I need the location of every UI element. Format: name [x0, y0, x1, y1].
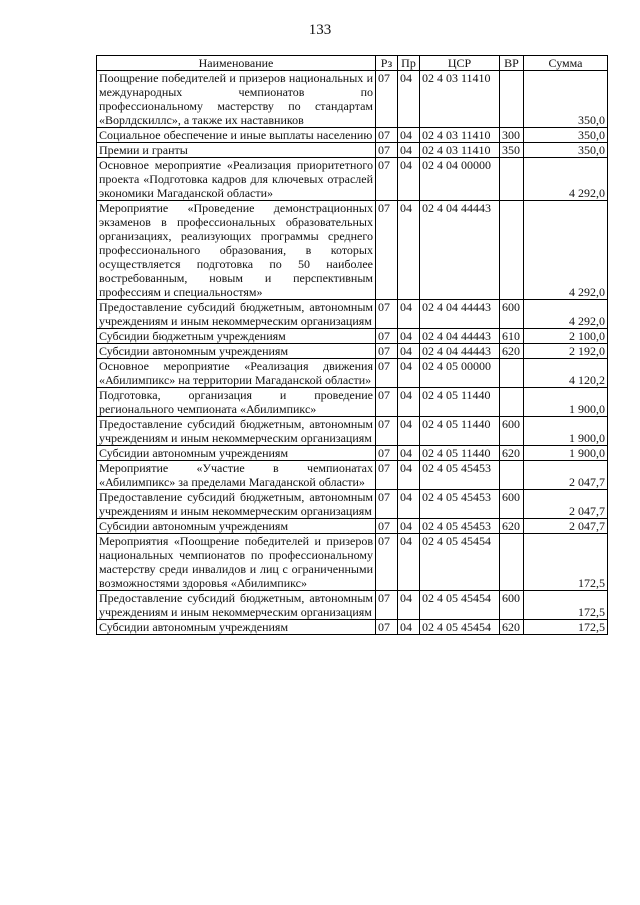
- table-row: [97, 344, 608, 359]
- cell-csr: 02 4 04 00000: [420, 158, 500, 201]
- cell-sum: 172,5: [524, 534, 608, 591]
- cell-name: Субсидии автономным учреждениям: [97, 519, 376, 534]
- cell-name: Мероприятия «Поощрение победителей и призеров национальных чемпионатов по профессиональному мастерству среди инвалидов и лиц с ограниченными возможностями здоровья «Абилимпикс»: [97, 534, 376, 591]
- cell-rz: 07: [376, 446, 398, 461]
- col-header-rz: Рз: [376, 56, 398, 71]
- cell-rz: 07: [376, 329, 398, 344]
- cell-sum: 350,0: [524, 71, 608, 128]
- cell-pr: 04: [398, 71, 420, 128]
- cell-pr: 04: [398, 329, 420, 344]
- cell-rz: 07: [376, 461, 398, 490]
- col-header-pr: Пр: [398, 56, 420, 71]
- page-number: 133: [308, 22, 332, 38]
- cell-name: Предоставление субсидий бюджетным, автономным учреждениям и иным некоммерческим организациям: [97, 591, 376, 620]
- cell-vr: 600: [500, 300, 524, 329]
- cell-name: Предоставление субсидий бюджетным, автономным учреждениям и иным некоммерческим организациям: [97, 490, 376, 519]
- cell-vr: 610: [500, 329, 524, 344]
- table-row: [97, 143, 608, 158]
- cell-csr: 02 4 03 11410: [420, 143, 500, 158]
- cell-rz: 07: [376, 591, 398, 620]
- cell-csr: 02 4 05 45454: [420, 620, 500, 635]
- cell-name: Субсидии автономным учреждениям: [97, 344, 376, 359]
- cell-csr: 02 4 05 45454: [420, 534, 500, 591]
- cell-sum: 2 047,7: [524, 461, 608, 490]
- cell-vr: [500, 201, 524, 300]
- cell-name: Подготовка, организация и проведение регионального чемпионата «Абилимпикс»: [97, 388, 376, 417]
- cell-sum: 2 047,7: [524, 490, 608, 519]
- table-row: [97, 158, 608, 201]
- cell-csr: 02 4 05 45453: [420, 519, 500, 534]
- cell-pr: 04: [398, 143, 420, 158]
- cell-name: Субсидии автономным учреждениям: [97, 446, 376, 461]
- cell-vr: [500, 388, 524, 417]
- cell-rz: 07: [376, 519, 398, 534]
- table-row: [97, 300, 608, 329]
- cell-vr: 300: [500, 128, 524, 143]
- cell-vr: 600: [500, 490, 524, 519]
- col-header-sum: Сумма: [524, 56, 608, 71]
- cell-vr: 620: [500, 446, 524, 461]
- col-header-csr: ЦСР: [420, 56, 500, 71]
- table-row: [97, 417, 608, 446]
- table-row: [97, 446, 608, 461]
- cell-sum: 350,0: [524, 143, 608, 158]
- cell-csr: 02 4 04 44443: [420, 344, 500, 359]
- cell-sum: 4 292,0: [524, 300, 608, 329]
- cell-rz: 07: [376, 388, 398, 417]
- cell-pr: 04: [398, 534, 420, 591]
- cell-sum: 350,0: [524, 128, 608, 143]
- cell-vr: [500, 461, 524, 490]
- cell-rz: 07: [376, 158, 398, 201]
- table-row: [97, 201, 608, 300]
- cell-csr: 02 4 03 11410: [420, 71, 500, 128]
- cell-csr: 02 4 05 45453: [420, 461, 500, 490]
- cell-sum: 172,5: [524, 591, 608, 620]
- cell-sum: 4 120,2: [524, 359, 608, 388]
- cell-csr: 02 4 04 44443: [420, 329, 500, 344]
- table-row: [97, 359, 608, 388]
- col-header-vr: ВР: [500, 56, 524, 71]
- table-row: [97, 490, 608, 519]
- cell-sum: 1 900,0: [524, 446, 608, 461]
- cell-pr: 04: [398, 519, 420, 534]
- cell-csr: 02 4 04 44443: [420, 300, 500, 329]
- cell-pr: 04: [398, 359, 420, 388]
- table-row: [97, 620, 608, 635]
- cell-rz: 07: [376, 417, 398, 446]
- cell-pr: 04: [398, 461, 420, 490]
- table-row: [97, 591, 608, 620]
- cell-sum: 2 100,0: [524, 329, 608, 344]
- cell-name: Основное мероприятие «Реализация приоритетного проекта «Подготовка кадров для ключевых отраслей экономики Магаданской области»: [97, 158, 376, 201]
- table-row: [97, 534, 608, 591]
- cell-name: Основное мероприятие «Реализация движения «Абилимпикс» на территории Магаданской области»: [97, 359, 376, 388]
- cell-vr: [500, 158, 524, 201]
- cell-pr: 04: [398, 388, 420, 417]
- cell-vr: 350: [500, 143, 524, 158]
- cell-vr: 620: [500, 620, 524, 635]
- cell-sum: 4 292,0: [524, 201, 608, 300]
- cell-name: Предоставление субсидий бюджетным, автономным учреждениям и иным некоммерческим организациям: [97, 417, 376, 446]
- cell-pr: 04: [398, 344, 420, 359]
- cell-pr: 04: [398, 591, 420, 620]
- cell-rz: 07: [376, 534, 398, 591]
- cell-sum: 2 047,7: [524, 519, 608, 534]
- cell-rz: 07: [376, 143, 398, 158]
- table-row: [97, 329, 608, 344]
- cell-name: Социальное обеспечение и иные выплаты населению: [97, 128, 376, 143]
- cell-sum: 172,5: [524, 620, 608, 635]
- cell-vr: [500, 534, 524, 591]
- cell-rz: 07: [376, 490, 398, 519]
- cell-name: Премии и гранты: [97, 143, 376, 158]
- cell-rz: 07: [376, 359, 398, 388]
- cell-csr: 02 4 05 45453: [420, 490, 500, 519]
- cell-pr: 04: [398, 158, 420, 201]
- table-row: [97, 128, 608, 143]
- cell-name: Предоставление субсидий бюджетным, автономным учреждениям и иным некоммерческим организациям: [97, 300, 376, 329]
- col-header-name: Наименование: [97, 56, 376, 71]
- cell-pr: 04: [398, 620, 420, 635]
- cell-vr: [500, 359, 524, 388]
- cell-csr: 02 4 04 44443: [420, 201, 500, 300]
- cell-vr: 620: [500, 344, 524, 359]
- cell-pr: 04: [398, 446, 420, 461]
- cell-pr: 04: [398, 201, 420, 300]
- budget-table: [96, 55, 608, 635]
- cell-vr: 600: [500, 591, 524, 620]
- cell-csr: 02 4 05 11440: [420, 446, 500, 461]
- cell-rz: 07: [376, 300, 398, 329]
- cell-rz: 07: [376, 71, 398, 128]
- cell-sum: 2 192,0: [524, 344, 608, 359]
- table-body: [97, 71, 608, 635]
- cell-name: Мероприятие «Проведение демонстрационных экзаменов в профессиональных образовательных организациях, реализующих программы среднего профессионального образования, в которых осуществляется подготовка по 50 наиболее востребованным, новым и перспективным профессиям и специальностям»: [97, 201, 376, 300]
- cell-csr: 02 4 05 11440: [420, 417, 500, 446]
- cell-pr: 04: [398, 128, 420, 143]
- cell-rz: 07: [376, 128, 398, 143]
- cell-sum: 1 900,0: [524, 417, 608, 446]
- cell-rz: 07: [376, 620, 398, 635]
- cell-name: Субсидии автономным учреждениям: [97, 620, 376, 635]
- table-header-row: [97, 56, 608, 71]
- cell-pr: 04: [398, 490, 420, 519]
- cell-pr: 04: [398, 300, 420, 329]
- cell-rz: 07: [376, 201, 398, 300]
- table-row: [97, 388, 608, 417]
- cell-pr: 04: [398, 417, 420, 446]
- cell-csr: 02 4 05 00000: [420, 359, 500, 388]
- cell-rz: 07: [376, 344, 398, 359]
- cell-name: Мероприятие «Участие в чемпионатах «Абилимпикс» за пределами Магаданской области»: [97, 461, 376, 490]
- cell-sum: 1 900,0: [524, 388, 608, 417]
- cell-name: Субсидии бюджетным учреждениям: [97, 329, 376, 344]
- cell-csr: 02 4 03 11410: [420, 128, 500, 143]
- cell-vr: 600: [500, 417, 524, 446]
- cell-sum: 4 292,0: [524, 158, 608, 201]
- table-row: [97, 461, 608, 490]
- cell-vr: 620: [500, 519, 524, 534]
- cell-name: Поощрение победителей и призеров национальных и международных чемпионатов по профессиональному мастерству по стандартам «Ворлдскиллс», а также их наставников: [97, 71, 376, 128]
- cell-vr: [500, 71, 524, 128]
- table-row: [97, 519, 608, 534]
- table-row: [97, 71, 608, 128]
- cell-csr: 02 4 05 11440: [420, 388, 500, 417]
- cell-csr: 02 4 05 45454: [420, 591, 500, 620]
